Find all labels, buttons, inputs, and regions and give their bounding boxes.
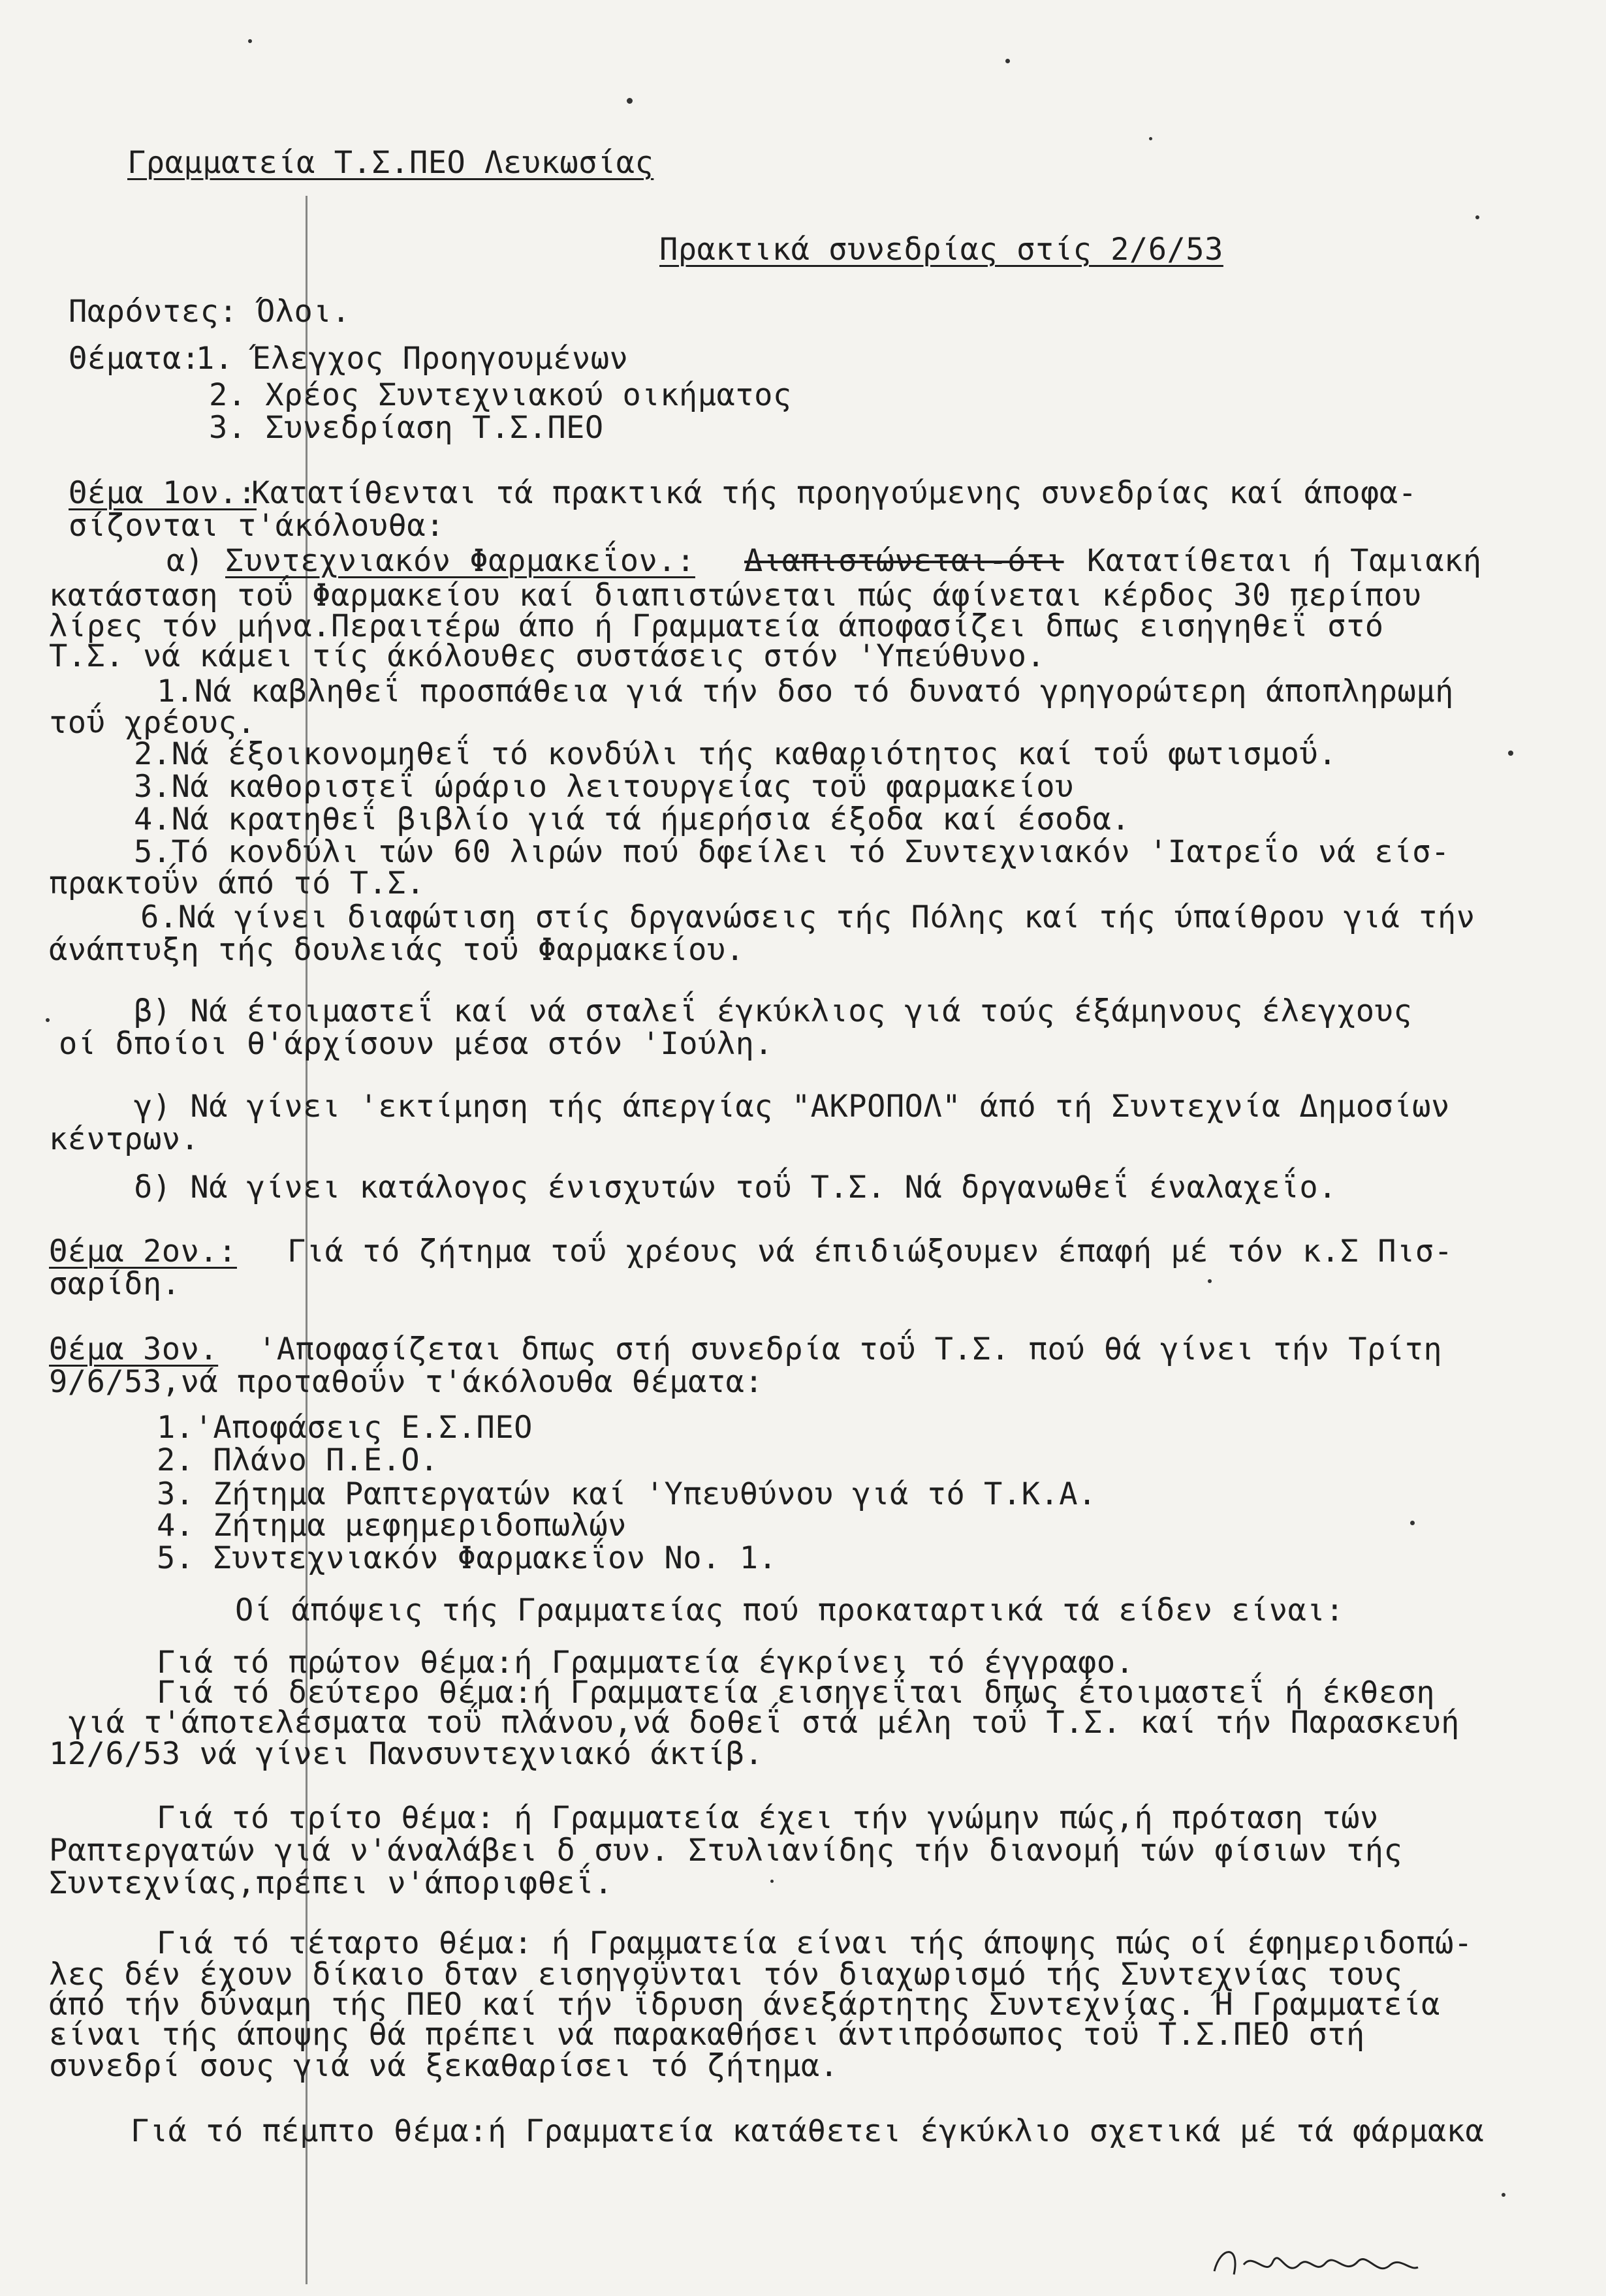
paragraph-line: Γιά τό τέταρτο θέμα: ή Γραμματεία είναι τής άποψης πώς οί έφημεριδοπώ- bbox=[157, 1925, 1473, 1961]
agenda-item: 2. Πλάνο Π.Ε.Ο. bbox=[157, 1442, 439, 1478]
paragraph-line: οί δποίοι θ'άρχίσουν μέσα στόν 'Ιούλη. bbox=[59, 1026, 774, 1062]
numbered-point: άνάπτυξη τής δουλειάς τοΰ Φαρμακείου. bbox=[49, 932, 745, 968]
scan-speck bbox=[1208, 1279, 1212, 1283]
paragraph-line: γ) Νά γίνει 'εκτίμηση τής άπεργίας "ΑΚΡΟΠΟΛ" άπό τή Συντεχνία Δημοσίων bbox=[134, 1089, 1450, 1125]
paragraph-line: κέντρων. bbox=[49, 1121, 200, 1157]
numbered-point: 3.Νά καθοριστεΐ ώράριο λειτουργείας τοΰ φαρμακείου bbox=[134, 769, 1074, 805]
scan-speck bbox=[770, 1880, 774, 1883]
paragraph-line: Γιά τό δεύτερο θέμα:ή Γραμματεία εισηγεΐται δπως έτοιμαστεΐ ή έκθεση bbox=[157, 1675, 1436, 1711]
topic3-heading: Θέμα 3ον. bbox=[49, 1331, 219, 1367]
struck-text: Διαπιστώνεται-ότι bbox=[744, 543, 1064, 579]
paragraph-line: 12/6/53 νά γίνει Πανσυντεχνιακό άκτίβ. bbox=[49, 1736, 764, 1772]
scan-speck bbox=[46, 1018, 50, 1022]
agenda-item: 5. Συντεχνιακόν Φαρμακεΐον Νο. 1. bbox=[157, 1540, 778, 1576]
agenda-item: 1.'Αποφάσεις Ε.Σ.ΠΕΟ bbox=[157, 1410, 533, 1446]
topic1-heading: Θέμα 1ον.: bbox=[69, 475, 257, 511]
scan-speck bbox=[1475, 215, 1479, 219]
paragraph-line: 9/6/53,νά προταθοΰν τ'άκόλουθα θέματα: bbox=[49, 1364, 764, 1400]
numbered-point: 1.Νά καβληθεΐ προσπάθεια γιά τήν δσο τό δυνατό γρηγορώτερη άποπληρωμή bbox=[157, 674, 1454, 709]
paragraph-line: άπό τήν δύναμη τής ΠΕΟ καί τήν ΐδρυση άνεξάρτητης Συντεχνίας. Ή Γραμματεία bbox=[49, 1987, 1440, 2023]
paragraph-line: είναι τής άποψης θά πρέπει νά παρακαθήσει άντιπρόσωπος τοΰ Τ.Σ.ΠΕΟ στή bbox=[49, 2017, 1365, 2053]
attendees-line: Παρόντες: Όλοι. bbox=[69, 294, 351, 330]
paragraph-line: σαρίδη. bbox=[49, 1266, 181, 1302]
paragraph-line: Γιά τό ζήτημα τοΰ χρέους νά έπιδιώξουμεν έπαφή μέ τόν κ.Σ Πισ- bbox=[287, 1233, 1453, 1269]
paragraph-line: Κατατίθεται ή Ταμιακή bbox=[1087, 543, 1482, 579]
agenda-item: 4. Ζήτημα μεφημεριδοπωλών bbox=[157, 1508, 627, 1544]
paragraph-line: Συντεχνίας,πρέπει ν'άποριφθεΐ. bbox=[49, 1865, 613, 1901]
numbered-point: 4.Νά κρατηθεΐ βιβλίο γιά τά ήμερήσια έξοδα καί έσοδα. bbox=[134, 801, 1131, 837]
pharmacy-heading: Συντεχνιακόν Φαρμακεΐον.: bbox=[225, 543, 695, 579]
topic1-intro: σίζονται τ'άκόλουθα: bbox=[69, 508, 445, 544]
point-marker: α) bbox=[166, 543, 204, 579]
paragraph-line: δ) Νά γίνει κατάλογος ένισχυτών τοΰ Τ.Σ. Νά δργανωθεΐ έναλαχεΐο. bbox=[134, 1170, 1337, 1205]
scan-speck bbox=[1508, 751, 1513, 756]
agenda-item: 3. Ζήτημα Ραπτεργατών καί 'Υπευθύνου γιά τό Τ.Κ.Α. bbox=[157, 1476, 1097, 1512]
paragraph-line: Γιά τό τρίτο θέμα: ή Γραμματεία έχει τήν γνώμην πώς,ή πρόταση τών bbox=[157, 1800, 1379, 1836]
numbered-point: 5.Τό κονδύλι τών 60 λιρών πού δφείλει τό Συντεχνιακόν 'Ιατρεΐο νά είσ- bbox=[134, 834, 1450, 870]
scan-speck bbox=[1005, 59, 1010, 63]
handwritten-signature bbox=[1208, 2239, 1423, 2291]
topics-label: Θέματα: bbox=[69, 341, 200, 377]
numbered-point: τοΰ χρέους. bbox=[49, 705, 256, 741]
topic1-intro: Κατατίθενται τά πρακτικά τής προηγούμενης συνεδρίας καί άποφα- bbox=[251, 475, 1417, 511]
scan-speck bbox=[248, 39, 252, 43]
paragraph-line: 'Αποφασίζεται δπως στή συνεδρία τοΰ Τ.Σ. πού θά γίνει τήν Τρίτη bbox=[258, 1331, 1443, 1367]
paragraph-line: Γιά τό πρώτον θέμα:ή Γραμματεία έγκρίνει τό έγγραφο. bbox=[157, 1645, 1135, 1681]
scan-speck bbox=[1149, 137, 1152, 140]
paragraph-line: λίρες τόν μήνα.Περαιτέρω άπο ή Γραμματεία άποφασίζει δπως εισηγηθεΐ στό bbox=[49, 608, 1384, 644]
topic-list-item: 2. Χρέος Συντεχνιακού οικήματος bbox=[209, 377, 792, 413]
paragraph-line: Τ.Σ. νά κάμει τίς άκόλουθες συστάσεις στόν 'Υπεύθυνο. bbox=[49, 638, 1046, 674]
numbered-point: 2.Νά έξοικονομηθεΐ τό κονδύλι τής καθαριότητος καί τοΰ φωτισμοΰ. bbox=[134, 736, 1337, 772]
scan-speck bbox=[1410, 1521, 1415, 1525]
topic2-heading: Θέμα 2ον.: bbox=[49, 1233, 237, 1269]
paragraph-line: γιά τ'άποτελέσματα τοΰ πλάνου,νά δοθεΐ στά μέλη τοΰ Τ.Σ. καί τήν Παρασκευή bbox=[69, 1705, 1460, 1741]
paragraph-line: Γιά τό πέμπτο θέμα:ή Γραμματεία κατάθετει έγκύκλιο σχετικά μέ τά φάρμακα bbox=[131, 2113, 1485, 2149]
paragraph-line: συνεδρί σους γιά νά ξεκαθαρίσει τό ζήτημα. bbox=[49, 2048, 839, 2084]
numbered-point: πρακτοΰν άπό τό Τ.Σ. bbox=[49, 865, 425, 901]
topic-list-item: 1. Έλεγχος Προηγουμένων bbox=[196, 341, 629, 377]
topic-list-item: 3. Συνεδρίαση Τ.Σ.ΠΕΟ bbox=[209, 410, 604, 446]
paragraph-line: λες δέν έχουν δίκαιο δταν εισηγοΰνται τόν διαχωρισμό τής Συντεχνίας τους bbox=[49, 1957, 1403, 1993]
scan-speck bbox=[1502, 2193, 1505, 2197]
numbered-point: 6.Νά γίνει διαφώτιση στίς δργανώσεις τής Πόλης καί τής ύπαίθρου γιά τήν bbox=[140, 899, 1475, 935]
paragraph-line: κατάσταση τοΰ Φαρμακείου καί διαπιστώνεται πώς άφίνεται κέρδος 30 περίπου bbox=[49, 578, 1422, 613]
minutes-title: Πρακτικά συνεδρίας στίς 2/6/53 bbox=[659, 232, 1223, 268]
paragraph-line: Ραπτεργατών γιά ν'άναλάβει δ συν. Στυλιανίδης τήν διανομή τών φίσιων τής bbox=[49, 1833, 1403, 1869]
scan-speck bbox=[627, 98, 633, 104]
paragraph-line: β) Νά έτοιμαστεΐ καί νά σταλεΐ έγκύκλιος γιά τούς έξάμηνους έλεγχους bbox=[134, 993, 1413, 1029]
paragraph-line: Οί άπόψεις τής Γραμματείας πού προκαταρτικά τά είδεν είναι: bbox=[235, 1592, 1344, 1628]
office-header: Γραμματεία Τ.Σ.ΠΕΟ Λευκωσίας bbox=[127, 145, 654, 181]
